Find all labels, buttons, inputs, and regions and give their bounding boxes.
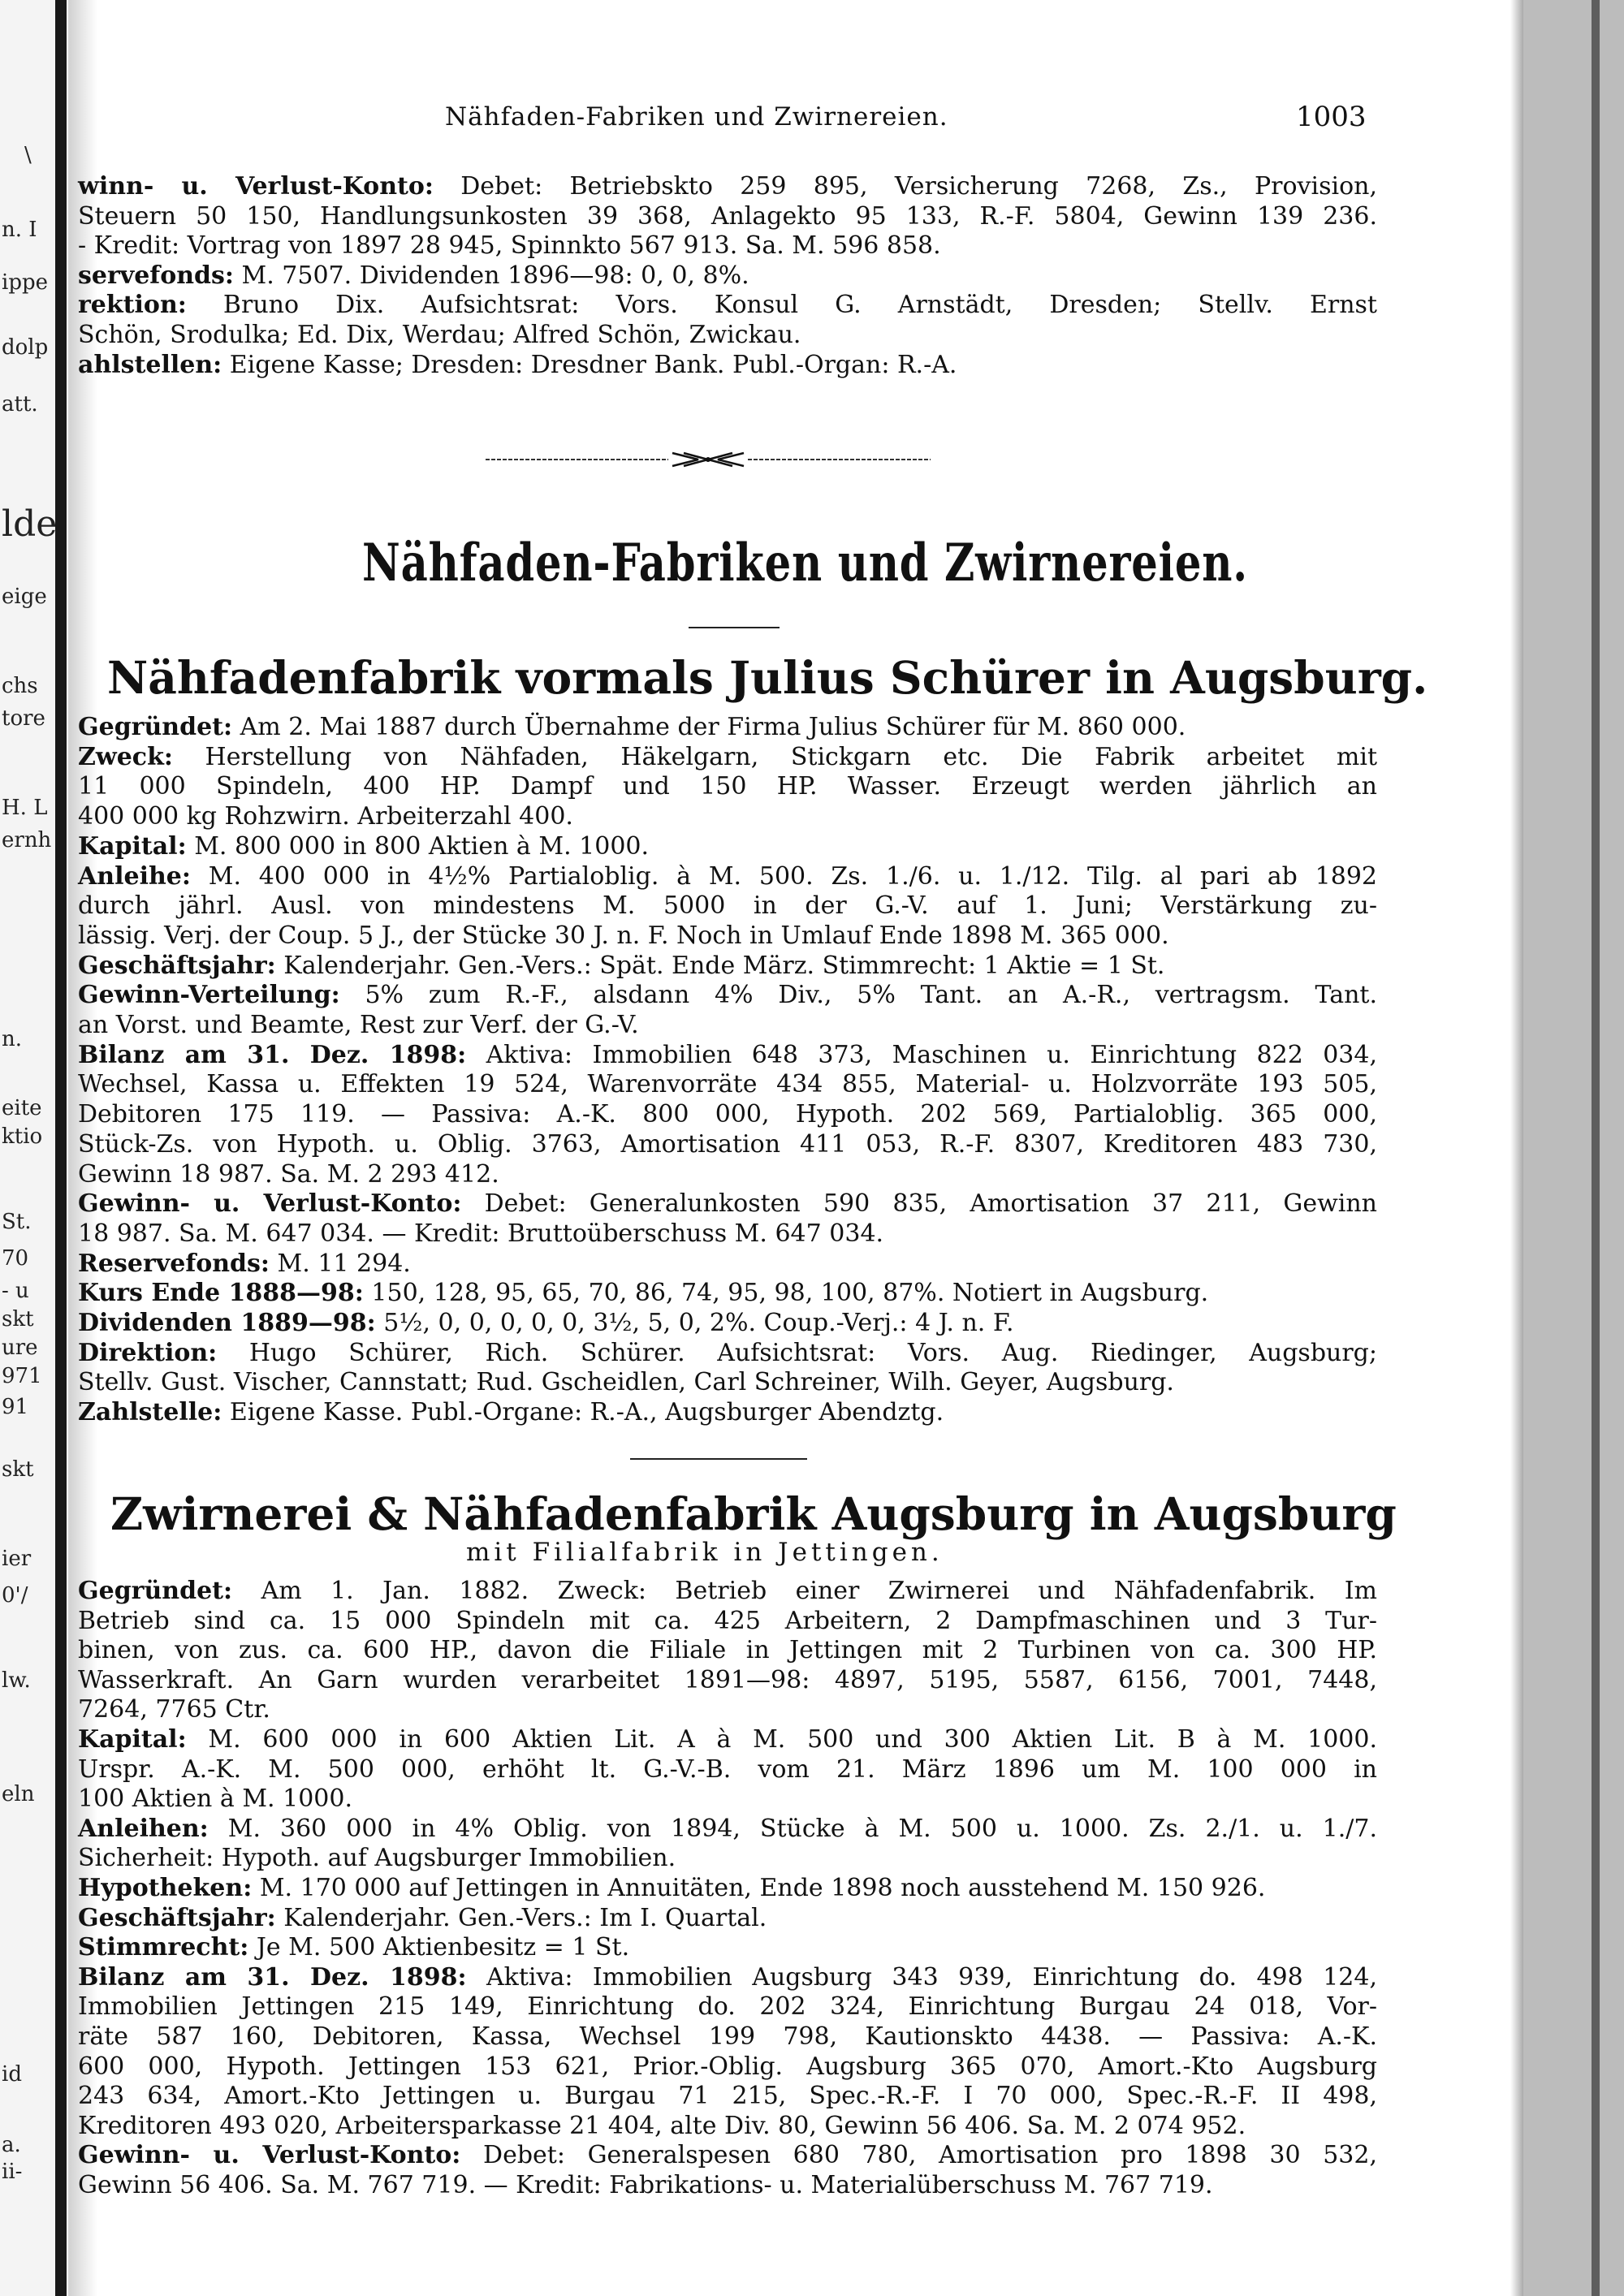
previous-page-fragment: skt bbox=[2, 1457, 34, 1482]
text-line bbox=[78, 1815, 1377, 1845]
field-text: Eigene Kasse; Dresden: Dresdner Bank. Publ.-Organ: R.-A. bbox=[222, 350, 957, 379]
field-label: Kapital: bbox=[78, 1724, 187, 1754]
previous-page-fragment: ii- bbox=[2, 2160, 23, 2184]
company-name: Zwirnerei & Nähfadenfabrik Augsburg in Augsburg bbox=[110, 1487, 1397, 1540]
previous-page-fragment: ernh bbox=[2, 828, 52, 852]
field-text: M. 600 000 in 600 Aktien Lit. A à M. 500 und 300 Aktien Lit. B à M. 1000. bbox=[186, 1724, 1377, 1754]
text-line bbox=[78, 713, 1377, 743]
text-line bbox=[78, 2141, 1377, 2171]
text-line bbox=[78, 802, 1377, 832]
text-line bbox=[78, 1992, 1377, 2022]
field-text: Stellv. Gust. Vischer, Cannstatt; Rud. Gscheidlen, Carl Schreiner, Wilh. Geyer, Augsburg. bbox=[78, 1368, 1174, 1397]
field-text: Betrieb sind ca. 15 000 Spindeln mit ca. 425 Arbeitern, 2 Dampfmaschinen und 3 Tur- bbox=[78, 1606, 1377, 1635]
previous-page-fragment: 70 bbox=[2, 1246, 29, 1271]
previous-page-fragment: ktio bbox=[2, 1124, 43, 1149]
text-line bbox=[78, 1607, 1377, 1637]
field-text: Herstellung von Nähfaden, Häkelgarn, Stickgarn etc. Die Fabrik arbeitet mit bbox=[172, 742, 1377, 771]
previous-page-fragment: eige bbox=[2, 585, 47, 609]
previous-page-fragment: ier bbox=[2, 1547, 32, 1571]
company-subtitle: mit Filialfabrik in Jettingen. bbox=[466, 1538, 944, 1567]
text-line bbox=[78, 772, 1377, 802]
text-line bbox=[78, 321, 1377, 351]
field-label: Bilanz am 31. Dez. 1898: bbox=[78, 1040, 467, 1069]
field-text: 7264, 7765 Ctr. bbox=[78, 1695, 270, 1724]
text-line bbox=[78, 981, 1377, 1011]
field-label: Reservefonds: bbox=[78, 1249, 270, 1278]
field-label: Zweck: bbox=[78, 742, 173, 771]
text-line bbox=[78, 1011, 1377, 1041]
field-text: 600 000, Hypoth. Jettingen 153 621, Prior.-Oblig. Augsburg 365 070, Amort.-Kto Augsburg bbox=[78, 2052, 1377, 2081]
field-text: M. 360 000 in 4% Oblig. von 1894, Stücke à M. 500 u. 1000. Zs. 2./1. u. 1./7. bbox=[208, 1814, 1377, 1843]
page-number: 1003 bbox=[1296, 101, 1367, 133]
field-label: winn- u. Verlust-Konto: bbox=[78, 172, 434, 201]
field-label: Anleihen: bbox=[78, 1814, 209, 1843]
text-line bbox=[78, 2112, 1377, 2142]
field-label: rektion: bbox=[78, 291, 187, 320]
text-line bbox=[78, 2022, 1377, 2052]
ornament-divider bbox=[486, 450, 931, 469]
field-text: 100 Aktien à M. 1000. bbox=[78, 1785, 352, 1814]
field-label: Bilanz am 31. Dez. 1898: bbox=[78, 1962, 467, 1992]
field-text: Wechsel, Kassa u. Effekten 19 524, Warenvorräte 434 855, Material- u. Holzvorräte 193 505, bbox=[78, 1070, 1377, 1099]
text-line bbox=[78, 1041, 1377, 1071]
field-text: Schön, Srodulka; Ed. Dix, Werdau; Alfred Schön, Zwickau. bbox=[78, 320, 801, 349]
field-label: Kurs Ende 1888—98: bbox=[78, 1279, 364, 1308]
text-line bbox=[78, 1189, 1377, 1219]
previous-page-fragment: ure bbox=[2, 1336, 38, 1360]
previous-page-fragment: dolp bbox=[2, 335, 49, 360]
company-entry bbox=[78, 1577, 1377, 2200]
text-line bbox=[78, 862, 1377, 892]
separator-rule bbox=[630, 1458, 807, 1460]
field-text: 243 634, Amort.-Kto Jettingen u. Burgau 71 215, Spec.-R.-F. I 70 000, Spec.-R.-F. II 498, bbox=[78, 2082, 1377, 2111]
binding-shadow bbox=[55, 0, 67, 2296]
field-text: 400 000 kg Rohzwirn. Arbeiterzahl 400. bbox=[78, 802, 573, 831]
field-text: 5½, 0, 0, 0, 0, 0, 3½, 5, 0, 2%. Coup.-Verj.: 4 J. n. F. bbox=[375, 1309, 1014, 1338]
field-label: servefonds: bbox=[78, 261, 234, 290]
text-line bbox=[78, 1725, 1377, 1755]
field-text: Am 2. Mai 1887 durch Übernahme der Firma Julius Schürer für M. 860 000. bbox=[232, 713, 1186, 741]
field-text: Stück-Zs. von Hypoth. u. Oblig. 3763, Amortisation 411 053, R.-F. 8307, Kreditoren 483 730, bbox=[78, 1129, 1377, 1159]
field-text: Hugo Schürer, Rich. Schürer. Aufsichtsrat: Vors. Aug. Riedinger, Augsburg; bbox=[217, 1338, 1377, 1367]
text-line bbox=[78, 952, 1377, 982]
text-line bbox=[78, 1636, 1377, 1666]
field-text: Gewinn 56 406. Sa. M. 767 719. — Kredit: Fabrikations- u. Materialüberschuss M. 767 719. bbox=[78, 2170, 1213, 2199]
field-text: Debet: Betriebskto 259 895, Versicherung 7268, Zs., Provision, bbox=[433, 172, 1377, 201]
text-line bbox=[78, 1398, 1377, 1428]
text-line bbox=[78, 1279, 1377, 1309]
field-text: 150, 128, 95, 65, 70, 86, 74, 95, 98, 100, 87%. Notiert in Augsburg. bbox=[363, 1279, 1209, 1308]
previous-page-fragment: 0'/ bbox=[2, 1583, 28, 1608]
field-text: Urspr. A.-K. M. 500 000, erhöht lt. G.-V.-B. vom 21. März 1896 um M. 100 000 in bbox=[78, 1754, 1377, 1784]
text-line bbox=[78, 2052, 1377, 2082]
short-rule bbox=[689, 627, 780, 628]
field-text: räte 587 160, Debitoren, Kassa, Wechsel 199 798, Kautionskto 4438. — Passiva: A.-K. bbox=[78, 2022, 1377, 2051]
text-line bbox=[78, 1219, 1377, 1249]
previous-page-fragment: tore bbox=[2, 706, 45, 731]
field-text: Kalenderjahr. Gen.-Vers.: Spät. Ende März. Stimmrecht: 1 Aktie = 1 St. bbox=[275, 951, 1165, 980]
company-entry bbox=[78, 713, 1377, 1428]
field-text: binen, von zus. ca. 600 HP., davon die Filiale in Jettingen mit 2 Turbinen von ca. 300 HP. bbox=[78, 1636, 1377, 1665]
text-line bbox=[78, 202, 1377, 232]
field-label: Dividenden 1889—98: bbox=[78, 1309, 376, 1338]
field-label: Geschäftsjahr: bbox=[78, 951, 276, 980]
previous-page-fragment: chs bbox=[2, 674, 38, 698]
previous-page-fragment: - u bbox=[2, 1279, 29, 1303]
text-line bbox=[78, 351, 1377, 381]
text-line bbox=[78, 1755, 1377, 1785]
previous-page-fragment: lw. bbox=[2, 1668, 31, 1693]
field-text: Immobilien Jettingen 215 149, Einrichtung do. 202 324, Einrichtung Burgau 24 018, Vor- bbox=[78, 1992, 1377, 2022]
field-text: durch jährl. Ausl. von mindestens M. 5000 in der G.-V. auf 1. Juni; Verstärkung zu- bbox=[78, 891, 1377, 921]
text-line bbox=[78, 1160, 1377, 1190]
field-text: Gewinn 18 987. Sa. M. 2 293 412. bbox=[78, 1159, 499, 1189]
previous-page-fragment: n. I bbox=[2, 218, 37, 242]
running-title: Nähfaden-Fabriken und Zwirnereien. bbox=[445, 102, 948, 132]
text-line bbox=[78, 1339, 1377, 1369]
previous-page-fragment: 91 bbox=[2, 1395, 29, 1419]
field-text: Kreditoren 493 020, Arbeitersparkasse 21 404, alte Div. 80, Gewinn 56 406. Sa. M. 2 074 952. bbox=[78, 2111, 1246, 2140]
page-edge-stripe bbox=[1592, 0, 1600, 2296]
previous-company-entry bbox=[78, 172, 1377, 380]
previous-page-fragment: skt bbox=[2, 1307, 34, 1331]
field-text: M. 800 000 in 800 Aktien à M. 1000. bbox=[186, 831, 650, 861]
section-title: Nähfaden-Fabriken und Zwirnereien. bbox=[362, 533, 1248, 593]
field-text: Eigene Kasse. Publ.-Organe: R.-A., Augsburger Abendztg. bbox=[222, 1398, 944, 1427]
text-line bbox=[78, 1577, 1377, 1607]
field-label: Kapital: bbox=[78, 831, 187, 861]
text-line bbox=[78, 832, 1377, 862]
field-text: Aktiva: Immobilien Augsburg 343 939, Einrichtung do. 498 124, bbox=[466, 1962, 1377, 1992]
field-label: Gegründet: bbox=[78, 713, 233, 741]
previous-page-fragment: att. bbox=[2, 392, 38, 416]
field-label: Geschäftsjahr: bbox=[78, 1903, 276, 1932]
previous-page-fragment: eln bbox=[2, 1782, 35, 1806]
field-text: Kalenderjahr. Gen.-Vers.: Im I. Quartal. bbox=[275, 1903, 767, 1932]
text-line bbox=[78, 2171, 1377, 2201]
field-text: Steuern 50 150, Handlungsunkosten 39 368, Anlagekto 95 133, R.-F. 5804, Gewinn 139 236. bbox=[78, 201, 1377, 231]
text-line bbox=[78, 261, 1377, 291]
field-text: Bruno Dix. Aufsichtsrat: Vors. Konsul G. Arnstädt, Dresden; Stellv. Ernst bbox=[186, 291, 1377, 320]
text-line bbox=[78, 231, 1377, 261]
field-label: Hypotheken: bbox=[78, 1873, 253, 1902]
previous-page-fragment: H. L bbox=[2, 796, 48, 820]
field-text: Am 1. Jan. 1882. Zweck: Betrieb einer Zwirnerei und Nähfadenfabrik. Im bbox=[232, 1577, 1377, 1605]
text-line bbox=[78, 743, 1377, 773]
field-text: Debet: Generalspesen 680 780, Amortisation pro 1898 30 532, bbox=[460, 2141, 1378, 2170]
text-line bbox=[78, 1309, 1377, 1339]
company-name: Nähfadenfabrik vormals Julius Schürer in Augsburg. bbox=[107, 651, 1428, 704]
field-label: Zahlstelle: bbox=[78, 1398, 222, 1427]
text-line bbox=[78, 1844, 1377, 1874]
field-text: 18 987. Sa. M. 647 034. — Kredit: Bruttoüberschuss M. 647 034. bbox=[78, 1219, 884, 1248]
text-line bbox=[78, 921, 1377, 952]
text-line bbox=[78, 1963, 1377, 1993]
field-text: Debitoren 175 119. — Passiva: A.-K. 800 000, Hypoth. 202 569, Partialoblig. 365 000, bbox=[78, 1100, 1377, 1129]
field-text: Debet: Generalunkosten 590 835, Amortisation 37 211, Gewinn bbox=[461, 1189, 1377, 1219]
field-label: Gegründet: bbox=[78, 1577, 233, 1605]
previous-page-fragment: ippe bbox=[2, 270, 48, 295]
text-line bbox=[78, 891, 1377, 921]
field-text: M. 400 000 in 4½% Partialoblig. à M. 500. Zs. 1./6. u. 1./12. Tilg. al pari ab 1892 bbox=[190, 861, 1377, 891]
previous-page-fragment: a. bbox=[2, 2133, 21, 2157]
text-line bbox=[78, 1070, 1377, 1100]
page-edge bbox=[1523, 0, 1624, 2296]
field-label: Gewinn- u. Verlust-Konto: bbox=[78, 1189, 462, 1219]
field-text: Sicherheit: Hypoth. auf Augsburger Immobilien. bbox=[78, 1844, 676, 1873]
field-label: Stimmrecht: bbox=[78, 1933, 249, 1962]
field-label: Anleihe: bbox=[78, 861, 191, 891]
field-text: M. 170 000 auf Jettingen in Annuitäten, Ende 1898 noch ausstehend M. 150 926. bbox=[252, 1873, 1266, 1902]
previous-page-fragment: lde bbox=[2, 503, 58, 545]
text-line bbox=[78, 1249, 1377, 1280]
field-text: M. 11 294. bbox=[270, 1249, 411, 1278]
field-label: Direktion: bbox=[78, 1338, 218, 1367]
previous-page-fragment: \ bbox=[24, 143, 32, 167]
text-line bbox=[78, 1666, 1377, 1696]
previous-page-fragment: n. bbox=[2, 1027, 23, 1051]
text-line bbox=[78, 291, 1377, 321]
previous-page-fragment: St. bbox=[2, 1210, 32, 1234]
text-line bbox=[78, 1100, 1377, 1130]
text-line bbox=[78, 2082, 1377, 2112]
page-header bbox=[0, 102, 1527, 135]
field-text: M. 7507. Dividenden 1896—98: 0, 0, 8%. bbox=[233, 261, 749, 290]
field-text: - Kredit: Vortrag von 1897 28 945, Spinnkto 567 913. Sa. M. 596 858. bbox=[78, 231, 941, 261]
field-text: 11 000 Spindeln, 400 HP. Dampf und 150 HP. Wasser. Erzeugt werden jährlich an bbox=[78, 772, 1377, 801]
text-line bbox=[78, 1130, 1377, 1160]
field-text: Wasserkraft. An Garn wurden verarbeitet 1891—98: 4897, 5195, 5587, 6156, 7001, 7448, bbox=[78, 1665, 1377, 1694]
field-text: lässig. Verj. der Coup. 5 J., der Stücke 30 J. n. F. Noch in Umlauf Ende 1898 M. 365 000. bbox=[78, 921, 1169, 950]
text-line bbox=[78, 172, 1377, 202]
field-label: Gewinn- u. Verlust-Konto: bbox=[78, 2141, 461, 2170]
text-line bbox=[78, 1368, 1377, 1398]
text-line bbox=[78, 1695, 1377, 1725]
text-line bbox=[78, 1904, 1377, 1934]
field-label: Gewinn-Verteilung: bbox=[78, 981, 340, 1010]
field-text: 5% zum R.-F., alsdann 4% Div., 5% Tant. an A.-R., vertragsm. Tant. bbox=[339, 981, 1377, 1010]
previous-page-fragment: id bbox=[2, 2062, 22, 2087]
text-line bbox=[78, 1874, 1377, 1904]
field-text: an Vorst. und Beamte, Rest zur Verf. der G.-V. bbox=[78, 1011, 639, 1040]
field-label: ahlstellen: bbox=[78, 350, 222, 379]
previous-page-fragment: eite bbox=[2, 1096, 42, 1120]
text-line bbox=[78, 1933, 1377, 1963]
field-text: Aktiva: Immobilien 648 373, Maschinen u. Einrichtung 822 034, bbox=[466, 1040, 1377, 1069]
text-line bbox=[78, 1785, 1377, 1815]
field-text: Je M. 500 Aktienbesitz = 1 St. bbox=[248, 1933, 630, 1962]
previous-page-fragment: 971 bbox=[2, 1364, 42, 1388]
